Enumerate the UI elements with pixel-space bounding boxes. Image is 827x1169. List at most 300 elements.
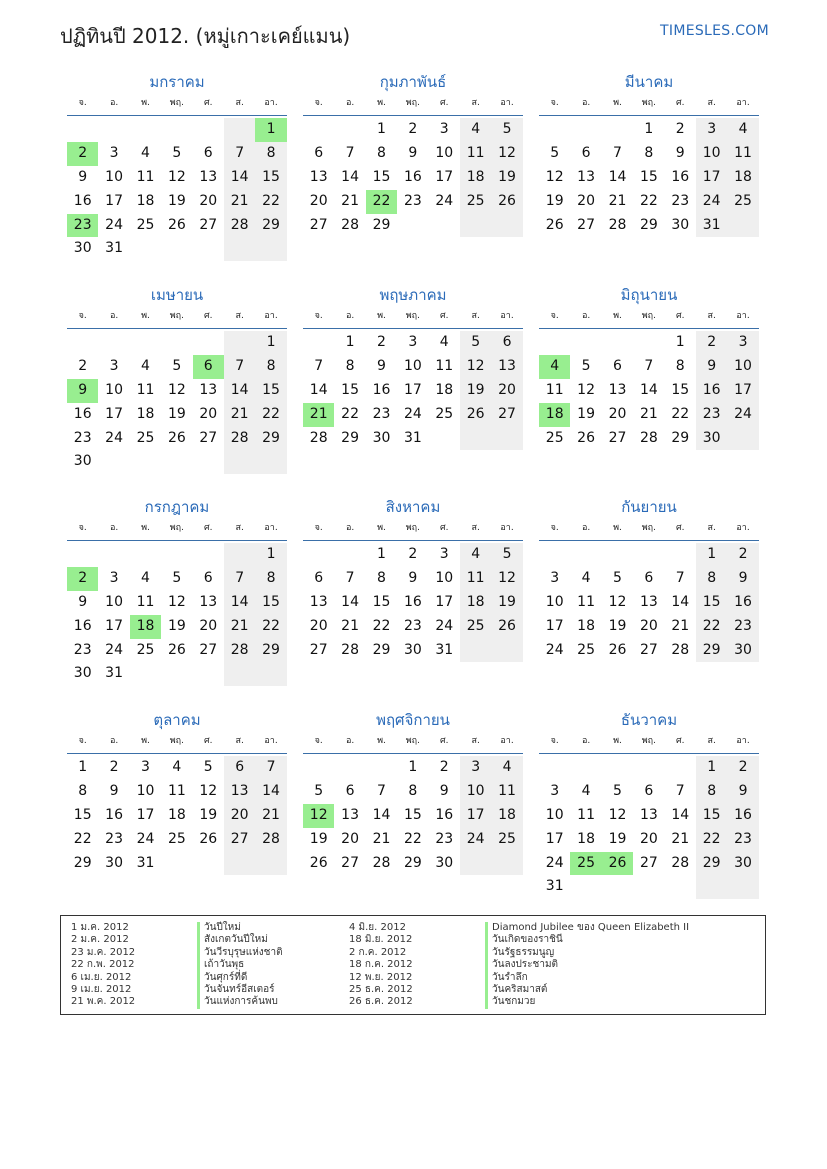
- day-cell: 2: [675, 121, 685, 137]
- empty-cell: [67, 331, 98, 355]
- day-cell: 21: [224, 615, 255, 639]
- day-cell: 21: [608, 192, 627, 209]
- day-cell: 27: [309, 216, 328, 233]
- day-cell: 30: [372, 429, 391, 446]
- weekday-label: อา.: [736, 523, 750, 533]
- day-cell: 23: [73, 641, 92, 658]
- day-cell: 16: [403, 593, 422, 610]
- month-name: มิถุนายน: [620, 286, 678, 304]
- day-cell: 4: [460, 118, 491, 142]
- day-cell: 12: [167, 593, 186, 610]
- day-cell: 11: [167, 782, 186, 799]
- day-cell: 4: [141, 144, 150, 161]
- weekday-label: ศ.: [675, 311, 685, 321]
- empty-cell: [491, 214, 522, 238]
- weekday-label: อ.: [345, 311, 355, 321]
- day-cell: 16: [73, 192, 92, 209]
- empty-cell: [193, 852, 224, 876]
- header-rule: [67, 753, 287, 754]
- empty-cell: [727, 875, 758, 899]
- empty-cell: [98, 543, 129, 567]
- day-cell: 14: [608, 168, 627, 185]
- day-cell: 13: [639, 593, 658, 610]
- day-cell: 18: [460, 166, 491, 190]
- day-cell: 13: [608, 381, 627, 398]
- weekday-label: จ.: [314, 98, 323, 108]
- day-cell: 27: [309, 641, 328, 658]
- day-cell: 11: [577, 593, 595, 610]
- day-cell: 19: [545, 192, 564, 209]
- day-cell: 2: [696, 331, 727, 355]
- weekday-label: ศ.: [675, 736, 685, 746]
- empty-cell: [303, 118, 334, 142]
- day-cell: 26: [602, 852, 633, 876]
- day-cell: 18: [435, 381, 454, 398]
- day-cell: 27: [199, 641, 218, 658]
- day-cell: 8: [345, 357, 355, 374]
- empty-cell: [570, 875, 601, 899]
- day-cell: 13: [341, 806, 359, 823]
- empty-cell: [161, 662, 192, 686]
- day-cell: 15: [255, 166, 286, 190]
- day-cell: 7: [314, 357, 324, 374]
- day-cell: 19: [167, 405, 186, 422]
- month-block: [539, 72, 759, 237]
- day-cell: 27: [199, 429, 218, 446]
- day-cell: 13: [639, 806, 658, 823]
- header-rule: [67, 540, 287, 541]
- month-name: กันยายน: [621, 498, 677, 516]
- empty-cell: [633, 756, 664, 780]
- day-cell: 19: [309, 830, 328, 847]
- day-cell: 11: [577, 806, 595, 823]
- empty-cell: [570, 543, 601, 567]
- weekday-label: ส.: [471, 523, 480, 533]
- day-cell: 31: [403, 429, 422, 446]
- day-cell: 15: [696, 591, 727, 615]
- day-cell: 25: [435, 405, 454, 422]
- day-cell: 13: [199, 381, 218, 398]
- day-cell: 6: [193, 355, 224, 379]
- day-cell: 20: [341, 830, 359, 847]
- weekday-header: [303, 730, 523, 750]
- weekday-label: ส.: [707, 523, 716, 533]
- empty-cell: [665, 543, 696, 567]
- day-cell: 31: [105, 240, 123, 257]
- weekday-label: อา.: [500, 523, 514, 533]
- day-cell: 20: [491, 379, 522, 403]
- weekday-label: พฤ.: [169, 736, 184, 746]
- day-grid: [303, 331, 523, 450]
- legend-date: 25 ธ.ค. 2012: [349, 983, 413, 995]
- day-cell: 17: [136, 806, 155, 823]
- weekday-label: ส.: [707, 736, 716, 746]
- day-cell: 20: [639, 830, 658, 847]
- day-cell: 22: [639, 192, 658, 209]
- day-cell: 19: [491, 591, 522, 615]
- empty-cell: [334, 543, 365, 567]
- legend-date: 2 ม.ค. 2012: [71, 934, 129, 946]
- month-name: พฤษภาคม: [379, 286, 447, 304]
- empty-cell: [602, 756, 633, 780]
- day-cell: 19: [167, 617, 186, 634]
- day-cell: 16: [372, 381, 391, 398]
- weekday-label: อา.: [736, 98, 750, 108]
- empty-cell: [491, 852, 522, 876]
- day-cell: 7: [224, 355, 255, 379]
- weekday-label: พ.: [141, 736, 150, 746]
- legend-date: 4 มิ.ย. 2012: [349, 922, 406, 933]
- empty-cell: [255, 852, 286, 876]
- day-cell: 11: [491, 780, 522, 804]
- legend-date: 18 ก.ค. 2012: [349, 959, 413, 971]
- day-cell: 22: [696, 615, 727, 639]
- empty-cell: [67, 543, 98, 567]
- legend-date: 26 ธ.ค. 2012: [349, 996, 413, 1008]
- day-cell: 29: [73, 854, 92, 871]
- weekday-label: ศ.: [203, 311, 213, 321]
- empty-cell: [193, 118, 224, 142]
- day-cell: 9: [109, 782, 119, 799]
- month-block: [539, 285, 759, 450]
- day-cell: 8: [255, 142, 286, 166]
- empty-cell: [130, 118, 161, 142]
- day-cell: 23: [67, 214, 98, 238]
- weekday-label: พ.: [377, 311, 386, 321]
- weekday-label: อ.: [109, 98, 119, 108]
- legend-dates-right: [349, 922, 413, 1009]
- day-cell: 13: [224, 780, 255, 804]
- day-cell: 25: [460, 190, 491, 214]
- weekday-label: ส.: [707, 98, 716, 108]
- day-cell: 9: [67, 379, 98, 403]
- empty-cell: [539, 118, 570, 142]
- day-cell: 25: [545, 429, 564, 446]
- weekday-label: พ.: [377, 98, 386, 108]
- day-grid: [67, 543, 287, 686]
- day-cell: 10: [136, 782, 155, 799]
- weekday-label: อ.: [109, 736, 119, 746]
- legend-holiday-name: เถ้าวันพุธ: [197, 959, 283, 971]
- weekday-header: [67, 92, 287, 112]
- day-cell: 29: [372, 641, 391, 658]
- weekday-label: ศ.: [203, 98, 213, 108]
- day-cell: 29: [255, 639, 286, 663]
- day-cell: 9: [78, 593, 88, 610]
- weekday-label: ศ.: [439, 523, 449, 533]
- day-cell: 31: [136, 854, 155, 871]
- weekday-header: [303, 517, 523, 537]
- empty-cell: [161, 450, 192, 474]
- weekday-label: พ.: [141, 98, 150, 108]
- day-cell: 23: [671, 192, 690, 209]
- day-cell: 27: [608, 429, 627, 446]
- day-cell: 25: [136, 216, 155, 233]
- day-cell: 3: [141, 759, 150, 775]
- header-rule: [303, 753, 523, 754]
- day-cell: 8: [377, 144, 386, 161]
- day-cell: 12: [577, 381, 595, 398]
- day-cell: 6: [644, 569, 654, 586]
- day-cell: 23: [73, 429, 92, 446]
- day-cell: 8: [255, 355, 286, 379]
- day-cell: 21: [671, 830, 690, 847]
- day-cell: 10: [545, 593, 564, 610]
- day-cell: 4: [581, 782, 591, 799]
- day-cell: 13: [199, 168, 218, 185]
- empty-cell: [460, 639, 491, 663]
- day-cell: 23: [403, 617, 422, 634]
- day-grid: [67, 118, 287, 261]
- legend-date: 21 พ.ค. 2012: [71, 996, 136, 1008]
- weekday-label: อ.: [581, 736, 591, 746]
- day-cell: 15: [341, 381, 359, 398]
- day-cell: 18: [539, 403, 570, 427]
- empty-cell: [161, 852, 192, 876]
- day-cell: 31: [696, 214, 727, 238]
- header-rule: [539, 540, 759, 541]
- day-cell: 17: [545, 617, 564, 634]
- day-cell: 26: [577, 429, 595, 446]
- day-cell: 14: [671, 806, 690, 823]
- day-cell: 22: [255, 615, 286, 639]
- day-cell: 10: [696, 142, 727, 166]
- month-block: [539, 710, 759, 899]
- header-rule: [539, 115, 759, 116]
- day-cell: 7: [675, 782, 685, 799]
- weekday-label: พฤ.: [641, 311, 656, 321]
- empty-cell: [161, 118, 192, 142]
- legend-dates-left: [71, 922, 135, 1009]
- day-cell: 1: [255, 118, 286, 142]
- day-cell: 4: [460, 543, 491, 567]
- day-cell: 17: [435, 168, 454, 185]
- legend-holiday-name: วันชกมวย: [485, 996, 689, 1008]
- day-cell: 27: [341, 854, 359, 871]
- empty-cell: [665, 875, 696, 899]
- day-cell: 5: [491, 543, 522, 567]
- day-cell: 3: [439, 121, 449, 137]
- empty-cell: [224, 331, 255, 355]
- day-cell: 13: [577, 168, 595, 185]
- day-cell: 24: [136, 830, 155, 847]
- empty-cell: [665, 756, 696, 780]
- day-cell: 28: [309, 429, 328, 446]
- day-grid: [303, 756, 523, 875]
- day-cell: 22: [372, 617, 391, 634]
- weekday-label: ส.: [235, 311, 244, 321]
- day-cell: 14: [224, 166, 255, 190]
- day-cell: 1: [408, 759, 418, 775]
- empty-cell: [602, 118, 633, 142]
- day-cell: 11: [136, 168, 155, 185]
- day-cell: 3: [460, 756, 491, 780]
- day-cell: 26: [309, 854, 328, 871]
- day-grid: [303, 118, 523, 237]
- empty-cell: [633, 543, 664, 567]
- header-rule: [303, 115, 523, 116]
- day-cell: 21: [341, 192, 359, 209]
- page-title: ปฏิทินปี 2012. (หมู่เกาะเคย์แมน): [60, 24, 351, 48]
- day-cell: 1: [696, 543, 727, 567]
- month-block: [303, 72, 523, 237]
- weekday-label: ศ.: [439, 98, 449, 108]
- month-block: [67, 497, 287, 686]
- day-cell: 7: [613, 144, 622, 161]
- empty-cell: [303, 756, 334, 780]
- day-cell: 3: [550, 782, 560, 799]
- day-cell: 14: [255, 780, 286, 804]
- day-cell: 24: [403, 405, 422, 422]
- day-cell: 25: [491, 828, 522, 852]
- day-cell: 16: [671, 168, 690, 185]
- day-cell: 14: [341, 168, 359, 185]
- legend-holiday-name: วันรำลึก: [485, 972, 689, 984]
- weekday-header: [303, 305, 523, 325]
- day-cell: 24: [105, 641, 123, 658]
- day-cell: 3: [408, 334, 418, 350]
- legend-names-right: [485, 922, 689, 1009]
- weekday-label: อ.: [581, 98, 591, 108]
- day-cell: 9: [727, 567, 758, 591]
- header-rule: [303, 540, 523, 541]
- day-cell: 12: [460, 355, 491, 379]
- day-cell: 5: [172, 357, 182, 374]
- day-cell: 26: [608, 641, 627, 658]
- day-cell: 29: [372, 216, 391, 233]
- day-cell: 9: [377, 357, 386, 374]
- empty-cell: [397, 214, 428, 238]
- day-cell: 19: [608, 617, 627, 634]
- day-cell: 28: [639, 429, 658, 446]
- day-cell: 30: [403, 641, 422, 658]
- day-cell: 2: [67, 142, 98, 166]
- day-cell: 17: [460, 804, 491, 828]
- empty-cell: [633, 875, 664, 899]
- month-name: พฤศจิกายน: [376, 711, 450, 729]
- day-cell: 7: [675, 569, 685, 586]
- day-cell: 15: [696, 804, 727, 828]
- weekday-label: อ.: [109, 311, 119, 321]
- day-cell: 23: [727, 828, 758, 852]
- legend-holiday-name: วันรัฐธรรมนูญ: [485, 947, 689, 959]
- day-cell: 12: [167, 168, 186, 185]
- weekday-label: พฤ.: [169, 311, 184, 321]
- day-cell: 26: [491, 615, 522, 639]
- empty-cell: [255, 450, 286, 474]
- day-cell: 3: [439, 546, 449, 562]
- empty-cell: [130, 543, 161, 567]
- day-cell: 28: [224, 214, 255, 238]
- day-cell: 2: [727, 756, 758, 780]
- day-cell: 31: [435, 641, 454, 658]
- legend-holiday-name: วันแห่งการค้นพบ: [197, 996, 283, 1008]
- day-cell: 2: [408, 546, 418, 562]
- day-cell: 30: [73, 665, 92, 682]
- site-link[interactable]: TIMESLES.COM: [660, 23, 769, 39]
- day-cell: 15: [639, 168, 658, 185]
- weekday-label: จ.: [550, 523, 559, 533]
- empty-cell: [460, 852, 491, 876]
- empty-cell: [224, 852, 255, 876]
- empty-cell: [570, 756, 601, 780]
- day-grid: [303, 543, 523, 662]
- day-cell: 29: [696, 852, 727, 876]
- weekday-label: ศ.: [439, 736, 449, 746]
- day-cell: 30: [73, 240, 92, 257]
- weekday-label: จ.: [78, 311, 87, 321]
- day-cell: 25: [577, 641, 595, 658]
- weekday-label: ศ.: [675, 98, 685, 108]
- day-cell: 25: [167, 830, 186, 847]
- day-cell: 28: [255, 828, 286, 852]
- day-cell: 4: [172, 759, 182, 775]
- day-cell: 21: [671, 617, 690, 634]
- day-cell: 12: [545, 168, 564, 185]
- weekday-label: พ.: [377, 523, 386, 533]
- weekday-label: พ.: [613, 311, 622, 321]
- day-cell: 10: [727, 355, 758, 379]
- day-cell: 5: [314, 782, 324, 799]
- day-cell: 18: [130, 615, 161, 639]
- empty-cell: [491, 427, 522, 451]
- empty-cell: [696, 875, 727, 899]
- legend-holiday-name: วันศุกร์ที่ดี: [197, 972, 283, 984]
- day-cell: 28: [372, 854, 391, 871]
- weekday-label: อา.: [500, 98, 514, 108]
- weekday-label: จ.: [78, 523, 87, 533]
- day-grid: [539, 543, 759, 662]
- weekday-label: ส.: [471, 736, 480, 746]
- empty-cell: [130, 237, 161, 261]
- day-cell: 27: [491, 403, 522, 427]
- empty-cell: [130, 662, 161, 686]
- day-cell: 9: [727, 780, 758, 804]
- day-cell: 5: [460, 331, 491, 355]
- day-cell: 21: [224, 190, 255, 214]
- day-cell: 20: [309, 192, 328, 209]
- day-grid: [539, 331, 759, 450]
- empty-cell: [366, 756, 397, 780]
- day-cell: 17: [105, 405, 123, 422]
- day-cell: 28: [608, 216, 627, 233]
- empty-cell: [539, 756, 570, 780]
- day-cell: 19: [491, 166, 522, 190]
- day-cell: 24: [435, 192, 454, 209]
- day-cell: 23: [727, 615, 758, 639]
- day-cell: 28: [671, 641, 690, 658]
- empty-cell: [570, 331, 601, 355]
- day-cell: 15: [372, 593, 391, 610]
- day-cell: 8: [78, 782, 88, 799]
- day-cell: 11: [727, 142, 758, 166]
- legend-holiday-name: วันปีใหม่: [197, 922, 283, 934]
- day-cell: 16: [727, 591, 758, 615]
- day-cell: 30: [671, 216, 690, 233]
- day-cell: 5: [550, 144, 560, 161]
- month-block: [67, 710, 287, 875]
- day-cell: 30: [105, 854, 123, 871]
- day-cell: 8: [675, 357, 685, 374]
- day-cell: 9: [675, 144, 685, 161]
- weekday-label: พฤ.: [405, 311, 420, 321]
- day-cell: 26: [491, 190, 522, 214]
- empty-cell: [161, 331, 192, 355]
- month-block: [67, 72, 287, 261]
- weekday-label: จ.: [550, 311, 559, 321]
- empty-cell: [193, 237, 224, 261]
- month-block: [303, 497, 523, 662]
